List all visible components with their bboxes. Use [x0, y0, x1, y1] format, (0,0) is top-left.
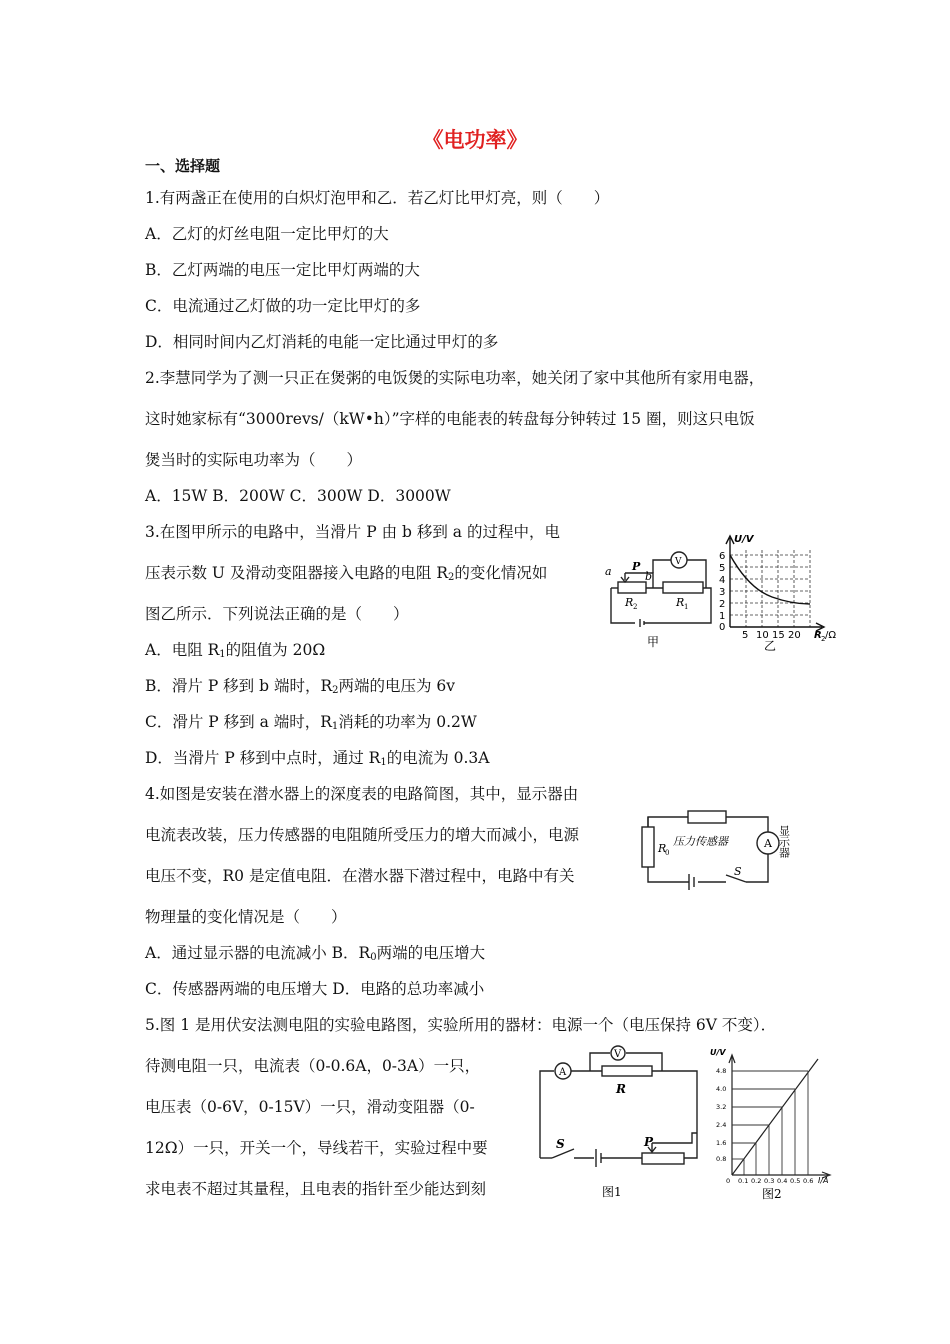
caption-fig1: 图1 [602, 1185, 622, 1199]
q1-option-b: B．乙灯两端的电压一定比甲灯两端的大 [145, 261, 420, 279]
svg-text:20: 20 [788, 630, 801, 641]
q4-circuit-figure [638, 797, 791, 897]
q2-line-1: 2.李慧同学为了测一只正在煲粥的电饭煲的实际电功率，她关闭了家中其他所有家用电器， [145, 369, 765, 387]
display-label: 显示器 [777, 825, 791, 858]
graph2-ylabel: U/V [710, 1048, 726, 1057]
q4-options-cd: C．传感器两端的电压增大 D．电路的总功率减小 [145, 980, 485, 998]
voltmeter-label: V [675, 557, 682, 567]
svg-text:/Ω: /Ω [825, 630, 837, 641]
q3-option-a: A．电阻 $R_1$的阻值为 20Ω [145, 641, 326, 660]
q2-line-3: 煲当时的实际电功率为（ ） [145, 451, 363, 469]
section-heading: 一、选择题 [145, 157, 221, 175]
q3-circuit-figure [603, 533, 718, 655]
switch-label: S [556, 1137, 565, 1151]
svg-text:5: 5 [742, 630, 749, 641]
svg-text:5: 5 [719, 563, 726, 574]
q3-graph-figure [710, 530, 848, 654]
switch-label: S [734, 865, 742, 878]
q1-option-d: D．相同时间内乙灯消耗的电能一定比通过甲灯的多 [145, 333, 499, 351]
caption-fig2: 图2 [762, 1187, 782, 1201]
q5-line-2: 待测电阻一只，电流表（0-0.6A，0-3A）一只， [145, 1057, 481, 1075]
sensor-label: 压力传感器 [673, 835, 728, 848]
ammeter-label: A [764, 837, 772, 850]
q4-options-ab: A．通过显示器的电流减小 B．$R_0$两端的电压增大 [145, 944, 486, 963]
graph-ylabel: U/V [734, 534, 754, 545]
svg-text:2: 2 [633, 603, 638, 611]
svg-text:15: 15 [772, 630, 785, 641]
svg-text:3.2: 3.2 [716, 1103, 727, 1111]
ammeter-label: A [559, 1067, 567, 1078]
q5-graph-figure [708, 1045, 843, 1205]
svg-text:0.3: 0.3 [764, 1177, 775, 1185]
q2-line-2: 这时她家标有“3000revs/（kW•h）”字样的电能表的转盘每分钟转过 15 圈，则这只电饭 [145, 410, 755, 428]
svg-text:1: 1 [684, 603, 689, 611]
page-title: 《电功率》 [422, 127, 528, 152]
q1-option-a: A．乙灯的灯丝电阻一定比甲灯的大 [145, 225, 389, 243]
slider-label: P [644, 1135, 654, 1149]
caption-yi: 乙 [764, 639, 777, 653]
svg-text:2: 2 [821, 635, 826, 643]
svg-text:0.4: 0.4 [777, 1177, 788, 1185]
svg-text:0.5: 0.5 [790, 1177, 801, 1185]
label-p: P [632, 560, 641, 573]
graph-xlabel: R [814, 630, 822, 641]
label-a: a [605, 565, 612, 578]
q5-line-5: 求电表不超过其量程，且电表的指针至少能达到刻 [145, 1180, 487, 1198]
q2-options: A．15W B．200W C．300W D．3000W [145, 487, 451, 505]
voltmeter-label: V [614, 1049, 622, 1060]
q3-line-3: 图乙所示．下列说法正确的是（ ） [145, 605, 409, 623]
label-b: b [645, 570, 653, 583]
r0-label: R [658, 842, 667, 855]
q4-line-2: 电流表改装，压力传感器的电阻随所受压力的增大而减小，电源 [145, 826, 580, 844]
q3-line-1: 3.在图甲所示的电路中，当滑片 P 由 b 移到 a 的过程中，电 [145, 523, 560, 541]
q4-line-3: 电压不变，R0 是定值电阻．在潜水器下潜过程中，电路中有关 [145, 867, 575, 885]
q1-stem: 1.有两盏正在使用的白炽灯泡甲和乙．若乙灯比甲灯亮，则（ ） [145, 189, 610, 207]
svg-text:1: 1 [719, 611, 726, 622]
q4-line-4: 物理量的变化情况是（ ） [145, 908, 347, 926]
q1-option-c: C．电流通过乙灯做的功一定比甲灯的多 [145, 297, 421, 315]
q3-option-d: D．当滑片 P 移到中点时，通过 $R_1$的电流为 0.3A [145, 749, 490, 768]
q3-option-b: B．滑片 P 移到 b 端时，$R_2$两端的电压为 6v [145, 677, 456, 696]
label-r1: R [676, 596, 685, 609]
svg-text:0.6: 0.6 [803, 1177, 814, 1185]
q3-line-2: 压表示数 U 及滑动变阻器接入电路的电阻 $R_2$的变化情况如 [145, 564, 548, 583]
svg-text:0.8: 0.8 [716, 1155, 727, 1163]
svg-text:0: 0 [726, 1177, 731, 1185]
svg-text:0.2: 0.2 [751, 1177, 762, 1185]
svg-text:2.4: 2.4 [716, 1121, 727, 1129]
svg-text:10: 10 [756, 630, 769, 641]
svg-text:3: 3 [719, 587, 726, 598]
svg-text:2: 2 [719, 599, 726, 610]
svg-text:6: 6 [719, 551, 726, 562]
svg-text:4.8: 4.8 [716, 1067, 727, 1075]
svg-text:0.1: 0.1 [738, 1177, 749, 1185]
q5-circuit-figure [532, 1049, 712, 1203]
caption-jia: 甲 [647, 635, 660, 649]
svg-text:4.0: 4.0 [716, 1085, 727, 1093]
q4-line-1: 4.如图是安装在潜水器上的深度表的电路简图，其中，显示器由 [145, 785, 579, 803]
q5-line-4: 12Ω）一只，开关一个，导线若干，实验过程中要 [145, 1139, 488, 1157]
q5-line-1: 5.图 1 是用伏安法测电阻的实验电路图，实验所用的器材：电源一个（电压保持 6V 不变）． [145, 1016, 777, 1034]
graph2-xlabel: I/A [818, 1176, 829, 1185]
q5-line-3: 电压表（0-6V，0-15V）一只，滑动变阻器（0- [145, 1098, 475, 1116]
q3-option-c: C．滑片 P 移到 a 端时，$R_1$消耗的功率为 0.2W [145, 713, 477, 732]
resistor-label: R [616, 1082, 626, 1096]
svg-text:0: 0 [719, 622, 726, 633]
svg-text:1.6: 1.6 [716, 1139, 727, 1147]
label-r2: R [625, 596, 634, 609]
svg-text:0: 0 [665, 849, 670, 857]
svg-text:4: 4 [719, 575, 726, 586]
